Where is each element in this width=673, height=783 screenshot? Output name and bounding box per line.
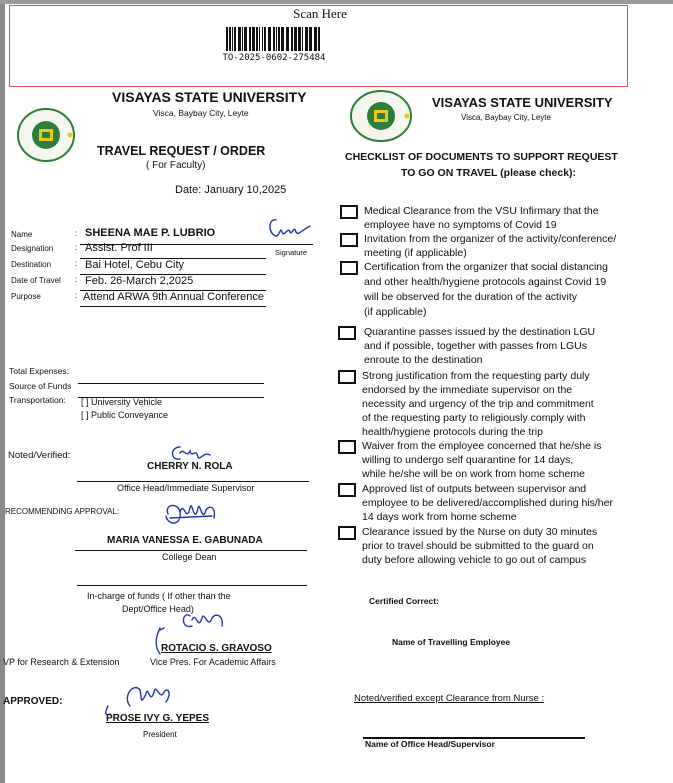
option-public-conveyance[interactable]: [ ] Public Conveyance	[81, 410, 169, 420]
barcode-bar	[229, 27, 231, 51]
barcode-bar	[291, 27, 293, 51]
vpaa-title: Vice Pres. For Academic Affairs	[150, 657, 276, 667]
supervisor-name: CHERRY N. ROLA	[147, 461, 233, 472]
checklist-item-text: Quarantine passes issued by the destination LGU	[364, 326, 596, 338]
checklist-checkbox[interactable]	[338, 370, 356, 384]
field-colon: :	[75, 243, 78, 252]
checklist-item-text: of the requesting party to religiously comply with	[362, 412, 586, 424]
scan-title: Scan Here	[293, 6, 347, 21]
barcode-bar	[276, 27, 277, 51]
field-value: Attend ARWA 9th Annual Conference	[83, 291, 265, 303]
checklist-item-text: Waiver from the employee concerned that he/she is	[362, 440, 602, 452]
checklist-item-text: employee to be delivered/accomplished during his/her	[362, 497, 613, 509]
checklist-item-text: and other health/hygiene protocols against Covid 19	[364, 276, 607, 288]
field-label: Date of Travel	[11, 276, 61, 285]
barcode-bar	[234, 27, 236, 51]
checklist-item-text: while he/she will be on work from home scheme	[362, 468, 585, 480]
checklist-item-text: prior to travel should be submitted to the guard on	[362, 540, 594, 552]
checklist-item-text: necessity and urgency of the trip and commitment	[362, 398, 594, 410]
checklist-item-text: (if applicable)	[364, 306, 427, 318]
vpaa-name: ROTACIO S. GRAVOSO	[161, 643, 272, 654]
checklist-item-text: Strong justification from the requesting party duly	[362, 370, 590, 382]
university-seal-left	[16, 107, 76, 163]
funds-label-1: In-charge of funds ( If other than the	[87, 591, 231, 601]
checklist-item-text: and if possible, together with passes from LGUs	[364, 340, 587, 352]
dean-line	[75, 550, 307, 551]
noted-verified-label: Noted/Verified:	[8, 450, 71, 461]
barcode-bar	[226, 27, 228, 51]
barcode-bar	[268, 27, 271, 51]
checklist-checkbox[interactable]	[340, 205, 358, 219]
vp-research-extension: VP for Research & Extension	[3, 657, 120, 667]
university-name-right: VISAYAS STATE UNIVERSITY	[432, 95, 613, 110]
form-subtitle: ( For Faculty)	[146, 160, 206, 171]
signature-president	[100, 676, 180, 716]
university-address-right: Visca, Baybay City, Leyte	[461, 113, 551, 122]
barcode-bar	[244, 27, 247, 51]
supervisor-line	[77, 481, 309, 482]
field-underline	[80, 306, 266, 307]
barcode-bar	[252, 27, 255, 51]
certified-correct-label: Certified Correct:	[369, 596, 439, 606]
barcode-bar	[256, 27, 258, 51]
checklist-item-text: endorsed by the immediate supervisor on the	[362, 384, 573, 396]
field-value: Feb. 26-March 2,2025	[85, 275, 194, 287]
checklist-title-2: TO GO ON TRAVEL (please check):	[401, 167, 577, 179]
barcode-bar	[264, 27, 266, 51]
barcode-bar	[298, 27, 301, 51]
dean-title: College Dean	[162, 552, 217, 562]
total-expenses-label: Total Expenses:	[9, 366, 70, 376]
barcode-bar	[281, 27, 284, 51]
barcode-bar	[273, 27, 275, 51]
checklist-item-text: duty before allowing vehicle to go out of campus	[362, 554, 587, 566]
checklist-item-text: enroute to the destination	[364, 354, 483, 366]
scan-code: TO-2025-0602-275484	[222, 53, 326, 63]
barcode-bar	[262, 27, 263, 51]
field-label: Purpose	[11, 292, 41, 301]
field-value: Bai Hotel, Cebu City	[85, 259, 185, 271]
office-head-label: Name of Office Head/Supervisor	[365, 739, 495, 749]
approved-label: APPROVED:	[3, 696, 63, 707]
checklist-item-text: Approved list of outputs between supervisor and	[362, 483, 587, 495]
barcode	[226, 27, 324, 51]
checklist-item-text: health/hygiene protocols during the trip	[362, 426, 543, 438]
request-date: Date: January 10,2025	[175, 184, 287, 196]
checklist-item-text: willing to undergo self quarantine for 14 days,	[362, 454, 574, 466]
checklist-item-text: will be observed for the duration of the activity	[364, 291, 578, 303]
option-university-vehicle[interactable]: [ ] University Vehicle	[81, 397, 163, 407]
checklist-checkbox[interactable]	[338, 326, 356, 340]
signature-dean	[160, 496, 222, 538]
field-label: Designation	[11, 244, 54, 253]
barcode-bar	[302, 27, 303, 51]
total-expenses-line	[78, 383, 264, 384]
scan-edge-top	[0, 0, 673, 4]
checklist-checkbox[interactable]	[340, 261, 358, 275]
checklist-item-text: meeting (if applicable)	[364, 247, 467, 259]
funds-line	[77, 585, 307, 586]
barcode-bar	[305, 27, 308, 51]
supervisor-title: Office Head/Immediate Supervisor	[117, 483, 255, 493]
university-name-left: VISAYAS STATE UNIVERSITY	[112, 89, 307, 105]
university-seal-right	[349, 89, 413, 143]
field-colon: :	[75, 259, 78, 268]
form-title: TRAVEL REQUEST / ORDER	[97, 144, 266, 158]
checklist-checkbox[interactable]	[340, 233, 358, 247]
field-colon: :	[75, 291, 78, 300]
checklist-checkbox[interactable]	[338, 440, 356, 454]
barcode-bar	[286, 27, 289, 51]
barcode-bar	[249, 27, 251, 51]
checklist-title-1: CHECKLIST OF DOCUMENTS TO SUPPORT REQUEST	[345, 151, 618, 163]
barcode-bar	[294, 27, 297, 51]
barcode-bar	[278, 27, 280, 51]
field-value: SHEENA MAE P. LUBRIO	[85, 227, 216, 239]
signature-applicant	[266, 214, 314, 244]
noted-except-nurse-label: Noted/verified except Clearance from Nurse :	[354, 693, 545, 704]
funds-label-2: Dept/Office Head)	[122, 604, 194, 614]
checklist-item-text: Clearance issued by the Nurse on duty 30 minutes	[362, 526, 598, 538]
signature-label: Signature	[275, 248, 308, 257]
transportation-label: Transportation:	[9, 395, 66, 405]
barcode-bar	[238, 27, 241, 51]
barcode-bar	[242, 27, 243, 51]
field-colon: :	[75, 275, 78, 284]
source-of-funds-label: Source of Funds	[9, 381, 72, 391]
checklist-item-text: Certification from the organizer that social distancing	[364, 261, 608, 273]
dean-name: MARIA VANESSA E. GABUNADA	[107, 535, 263, 546]
field-label: Destination	[11, 260, 52, 269]
barcode-bar	[309, 27, 312, 51]
checklist-item-text: 14 days work from home scheme	[362, 511, 517, 523]
barcode-bar	[314, 27, 317, 51]
field-colon: :	[75, 229, 78, 238]
barcode-bar	[259, 27, 260, 51]
checklist-checkbox[interactable]	[338, 483, 356, 497]
field-label: Name	[11, 230, 33, 239]
president-title: President	[143, 730, 177, 739]
president-name: PROSE IVY G. YEPES	[106, 713, 210, 724]
checklist-item-text: Medical Clearance from the VSU Infirmary that the	[364, 205, 599, 217]
recommending-approval-label: RECOMMENDING APPROVAL:	[5, 507, 120, 516]
field-value: Assist. Prof III	[85, 242, 153, 254]
checklist-checkbox[interactable]	[338, 526, 356, 540]
travelling-employee-label: Name of Travelling Employee	[392, 637, 511, 647]
barcode-bar	[232, 27, 233, 51]
barcode-bar	[318, 27, 320, 51]
checklist-item-text: employee have no symptoms of Covid 19	[364, 219, 557, 231]
university-address-left: Visca, Baybay City, Leyte	[153, 108, 249, 118]
checklist-item-text: Invitation from the organizer of the activity/conference/	[364, 233, 617, 245]
